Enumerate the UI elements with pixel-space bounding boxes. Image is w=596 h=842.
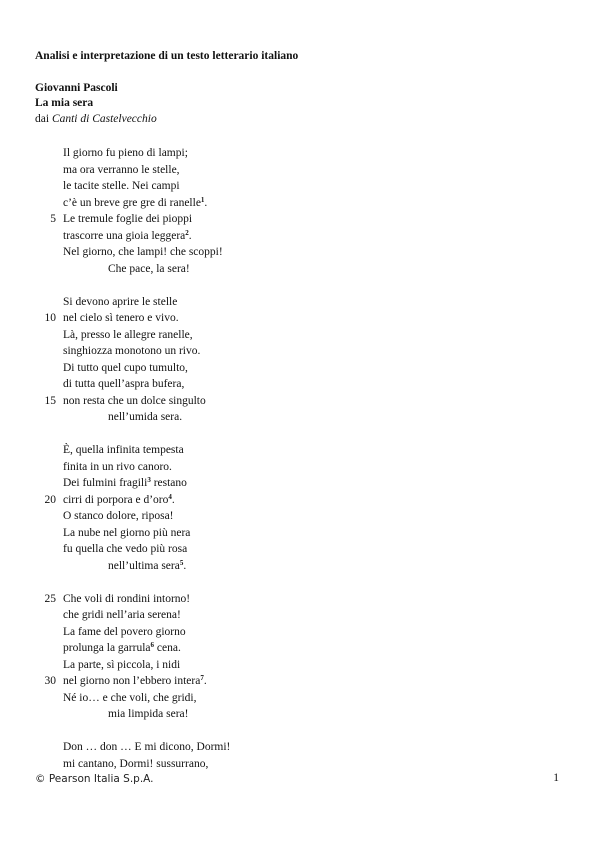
verse-text [108,558,186,575]
verse-text [63,673,207,690]
verse-main: trascorre una gioia leggera [63,229,186,242]
poem-line [0,607,596,624]
verse-text [63,327,193,344]
verse-main: Si devono aprire le stelle [63,295,178,308]
verse-text [63,739,230,756]
verse-text [63,508,174,525]
poem-line [0,409,596,426]
line-number: 20 [44,493,56,506]
verse-main: nell’umida sera. [108,411,183,423]
poem-line [0,145,596,162]
verse-text [108,261,190,278]
verse-text [63,756,208,773]
verse-text [63,145,188,162]
verse-text [63,640,181,657]
page-number: 1 [553,772,559,784]
poem-line [0,541,596,558]
verse-tail: . [183,559,187,572]
poem-line [0,162,596,179]
poem-line [0,673,596,690]
verse-main: ma ora verranno le stelle, [63,163,180,176]
footnote-marker: 1 [200,195,205,204]
verse-main: È, quella infinita tempesta [63,444,184,456]
verse-main: Nel giorno, che lampi! che scoppi! [63,246,223,258]
poem-line [0,442,596,459]
poem-source [35,113,157,125]
verse-text [63,343,200,360]
verse-main: Né io… e che voli, che gridi, [63,691,197,704]
verse-text [63,162,180,179]
verse-text [63,360,188,377]
verse-main: nell’ultima sera [108,559,180,572]
verse-main: fu quella che vedo più rosa [63,543,188,555]
poem-line [0,525,596,542]
verse-main: che gridi nell’aria serena! [63,609,181,621]
line-number: 10 [44,312,56,324]
poem-line [0,310,596,327]
poem-line [0,640,596,657]
poem-line [0,393,596,410]
poem-line [0,261,596,278]
poem-line [0,591,596,608]
verse-text [108,706,188,723]
stanza-break [0,426,596,443]
verse-text [63,195,207,212]
poem-line [0,706,596,723]
verse-main: prolunga la garrula [63,642,151,654]
verse-tail: . [171,493,175,506]
poem-line [0,508,596,525]
verse-main: Di tutto quel cupo tumulto, [63,361,188,374]
verse-main: c’è un breve gre gre di ranelle [63,196,201,209]
footnote-marker: 4 [168,492,172,501]
poem-line [0,558,596,575]
poem-line [0,327,596,344]
line-number: 30 [44,675,56,687]
verse-main: Il giorno fu pieno di lampi; [63,147,188,159]
verse-main: La nube nel giorno più nera [63,526,191,539]
poem-line [0,624,596,641]
verse-text [63,459,172,476]
source-prefix: dai [35,113,52,125]
copyright-footer: © Pearson Italia S.p.A. [35,773,154,785]
poem-line [0,690,596,707]
verse-text [63,657,180,674]
poem-line [0,195,596,212]
verse-main: La parte, sì piccola, i nidi [63,658,181,671]
verse-text [63,624,186,641]
verse-main: mi cantano, Dormi! sussurrano, [63,757,209,770]
poem-line [0,756,596,773]
verse-text [63,492,175,509]
verse-main: Che voli di rondini intorno! [63,592,191,605]
poem-line [0,475,596,492]
verse-main: cirri di porpora e d’oro [63,493,169,506]
stanza-break [0,723,596,740]
verse-text [63,591,190,608]
verse-main: O stanco dolore, riposa! [63,510,174,522]
poem-line [0,178,596,195]
verse-tail: restano [150,477,187,489]
verse-main: nel cielo sì tenero e vivo. [63,312,179,324]
poem-line [0,360,596,377]
verse-text [63,228,192,245]
verse-main: mia limpida sera! [108,708,189,720]
verse-text [63,393,206,410]
footnote-marker: 7 [200,674,204,682]
verse-main: non resta che un dolce singulto [63,394,206,407]
verse-text [63,211,192,228]
poem-line [0,244,596,261]
poem-line [0,294,596,311]
verse-text [63,442,184,459]
verse-tail: . [204,196,208,209]
verse-text [63,244,223,261]
verse-main: Don … don … E mi dicono, Dormi! [63,741,231,753]
verse-tail: cena. [154,642,181,654]
verse-text [63,294,177,311]
verse-main: di tutta quell’aspra bufera, [63,378,185,390]
verse-main: Là, presso le allegre ranelle, [63,328,193,341]
verse-main: le tacite stelle. Nei campi [63,180,180,192]
verse-text [63,607,181,624]
verse-text [63,525,190,542]
footnote-marker: 3 [147,476,151,484]
footnote-marker: 6 [150,641,154,649]
verse-main: nel giorno non l’ebbero intera [63,675,201,687]
stanza-break [0,277,596,294]
verse-main: La fame del povero giorno [63,625,186,638]
source-work: Canti di Castelvecchio [51,113,157,125]
verse-main: Le tremule foglie dei pioppi [63,213,193,225]
poem-line [0,657,596,674]
poem-line [0,459,596,476]
stanza-break [0,574,596,591]
verse-main: singhiozza monotono un rivo. [63,345,201,357]
author-name: Giovanni Pascoli [35,82,118,94]
verse-tail: . [188,229,192,242]
poem-line [0,739,596,756]
poem-line [0,211,596,228]
poem-line [0,343,596,360]
verse-main: Dei fulmini fragili [63,477,148,489]
poem-body [0,145,596,772]
line-number: 15 [44,394,56,407]
poem-line [0,376,596,393]
footnote-marker: 2 [185,228,189,237]
verse-text [63,178,180,195]
verse-text [63,310,179,327]
verse-text [63,475,187,492]
verse-text [108,409,182,426]
verse-main: Che pace, la sera! [108,262,190,275]
verse-main: finita in un rivo canoro. [63,460,172,473]
footnote-marker: 5 [179,558,184,567]
document-title: Analisi e interpretazione di un testo letterario italiano [35,50,299,62]
poem-line [0,492,596,509]
poem-line [0,228,596,245]
verse-text [63,541,187,558]
line-number: 25 [44,592,56,605]
poem-title: La mia sera [35,97,94,109]
verse-tail: . [203,675,207,687]
verse-text [63,690,197,707]
line-number: 5 [50,213,56,225]
verse-text [63,376,184,393]
